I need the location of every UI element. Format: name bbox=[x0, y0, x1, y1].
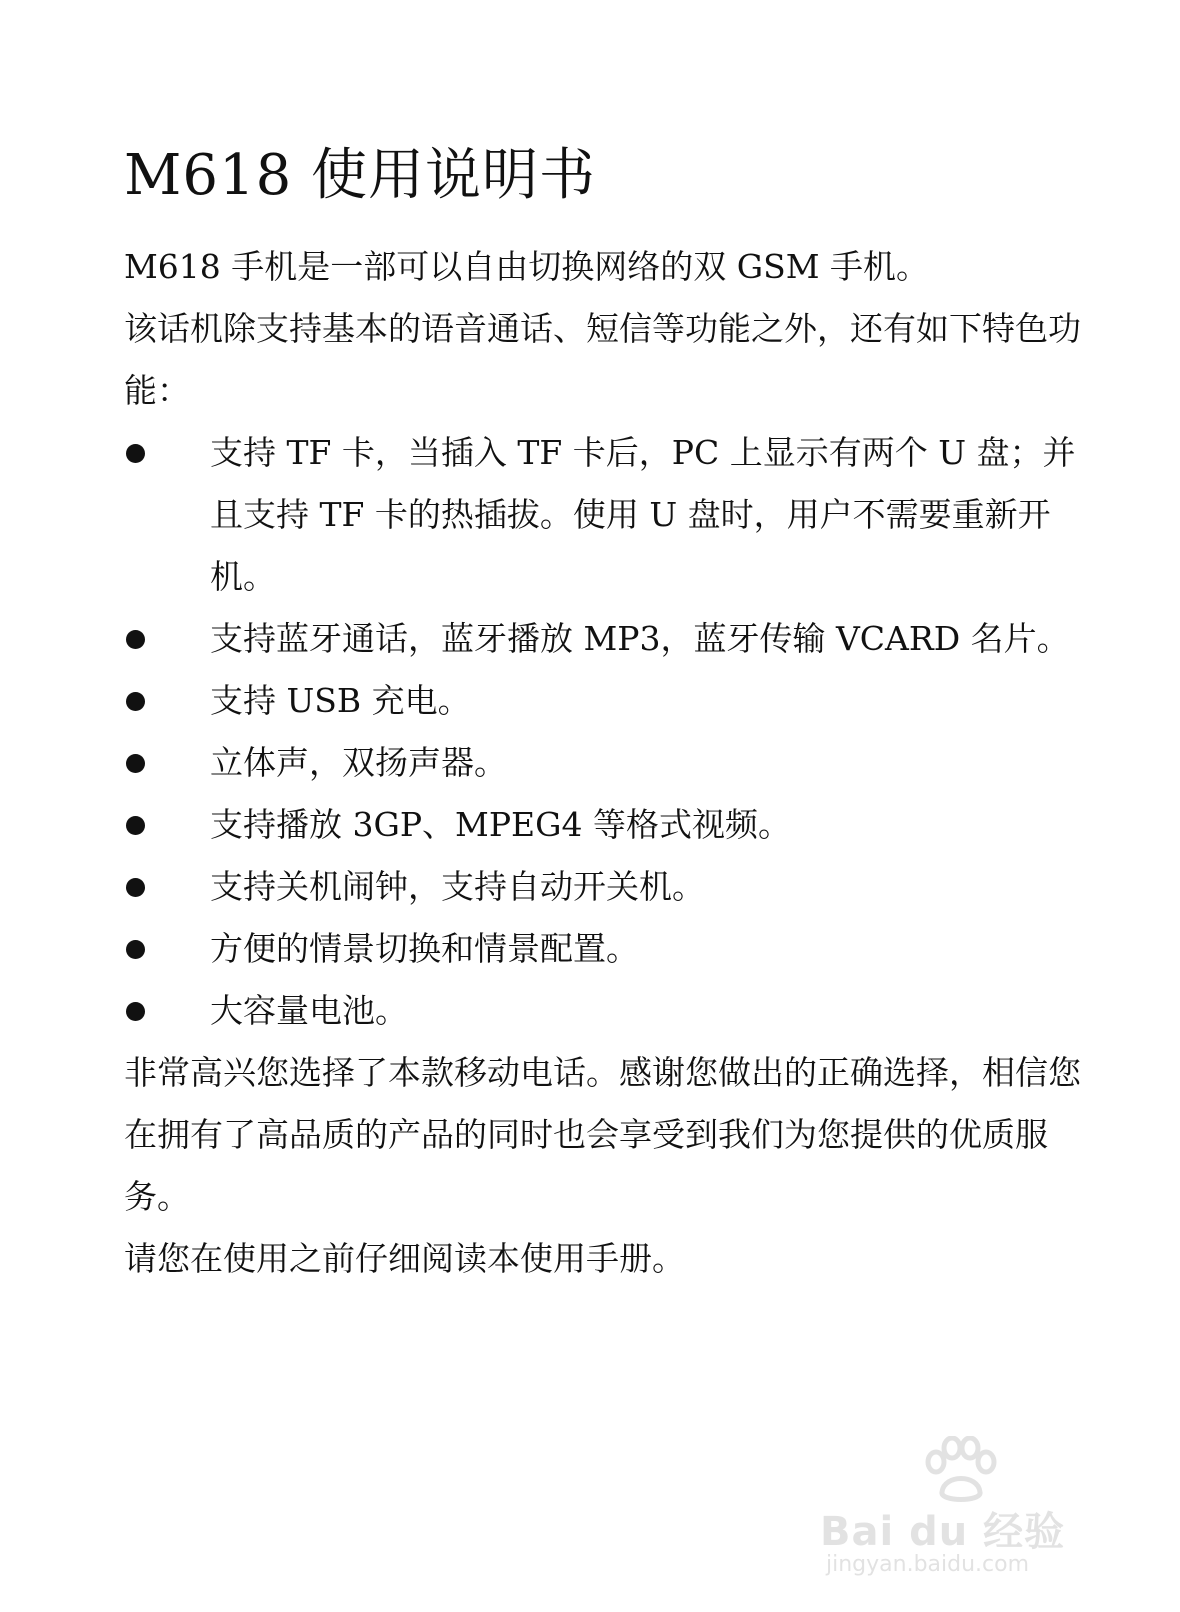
feature-item bbox=[124, 422, 1084, 608]
feature-item bbox=[124, 670, 1084, 732]
feature-item bbox=[124, 856, 1084, 918]
closing-paragraph: 非常高兴您选择了本款移动电话。感谢您做出的正确选择，相信您在拥有了高品质的产品的同时也会享受到我们为您提供的优质服务。 bbox=[124, 1053, 1081, 1216]
feature-item bbox=[124, 918, 1084, 980]
feature-item bbox=[124, 980, 1084, 1042]
feature-list bbox=[124, 422, 1084, 1042]
bullet-icon bbox=[126, 816, 145, 835]
feature-text: 方便的情景切换和情景配置。 bbox=[210, 929, 639, 968]
page-title: M618 使用说明书 bbox=[124, 143, 597, 208]
closing-note: 请您在使用之前仔细阅读本使用手册。 bbox=[124, 1239, 685, 1278]
feature-text: 支持 TF 卡，当插入 TF 卡后，PC 上显示有两个 U 盘；并且支持 TF 卡的热插拔。使用 U 盘时，用户不需要重新开机。 bbox=[210, 433, 1076, 596]
feature-text: 支持蓝牙通话，蓝牙播放 MP3，蓝牙传输 VCARD 名片。 bbox=[210, 619, 1070, 658]
feature-item bbox=[124, 732, 1084, 794]
feature-text: 支持播放 3GP、MPEG4 等格式视频。 bbox=[210, 805, 791, 844]
bullet-icon bbox=[126, 940, 145, 959]
watermark bbox=[820, 1436, 1120, 1586]
feature-text: 立体声，双扬声器。 bbox=[210, 743, 507, 782]
watermark-brand: Bai du 经验 bbox=[820, 1509, 1066, 1555]
paw-icon bbox=[920, 1436, 1000, 1506]
bullet-icon bbox=[126, 630, 145, 649]
feature-text: 支持关机闹钟，支持自动开关机。 bbox=[210, 867, 705, 906]
intro-line-1: M618 手机是一部可以自由切换网络的双 GSM 手机。 bbox=[124, 247, 930, 286]
bullet-icon bbox=[126, 1002, 145, 1021]
feature-text: 支持 USB 充电。 bbox=[210, 681, 471, 720]
feature-text: 大容量电池。 bbox=[210, 991, 408, 1030]
watermark-url: jingyan.baidu.com bbox=[826, 1552, 1030, 1577]
bullet-icon bbox=[126, 754, 145, 773]
document-body bbox=[124, 236, 1084, 1290]
feature-item bbox=[124, 794, 1084, 856]
intro-line-2: 该话机除支持基本的语音通话、短信等功能之外，还有如下特色功能： bbox=[124, 309, 1081, 410]
bullet-icon bbox=[126, 444, 145, 463]
feature-item bbox=[124, 608, 1084, 670]
bullet-icon bbox=[126, 692, 145, 711]
bullet-icon bbox=[126, 878, 145, 897]
